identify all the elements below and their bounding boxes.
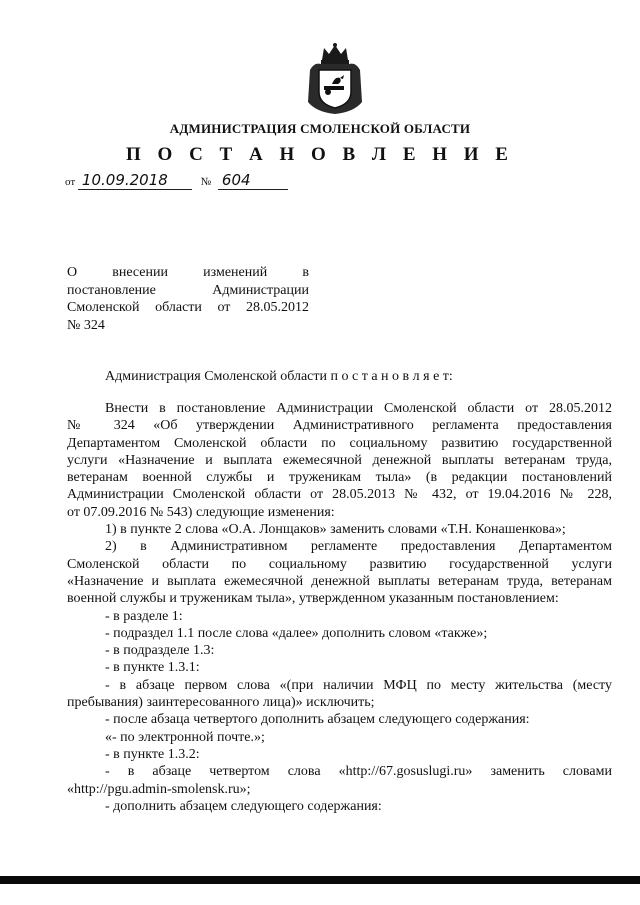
body-line: Смоленской области по социальному развитию государственной услуги xyxy=(67,556,612,572)
body-line: - в разделе 1: xyxy=(105,608,183,624)
subject-line: Смоленской области от 28.05.2012 xyxy=(67,300,309,315)
subject-line: О внесении изменений в xyxy=(67,265,309,280)
subject-block xyxy=(67,264,309,334)
body-line: «Назначение и выплата ежемесячной денежной выплаты ветеранам труда, ветеранам xyxy=(67,573,612,589)
date-prefix: от xyxy=(65,176,76,188)
date-number-line xyxy=(65,171,288,190)
subject-line: постановление Администрации xyxy=(67,282,309,298)
number-prefix: № xyxy=(200,176,212,188)
body-line: Внести в постановление Администрации Смоленской области от 28.05.2012 xyxy=(105,401,612,416)
body-line: «- по электронной почте.»; xyxy=(105,729,265,745)
body-line: Администрации Смоленской области от 28.05.2013 № 432, от 19.04.2016 № 228, xyxy=(67,487,612,503)
document-number: 604 xyxy=(218,171,288,190)
body-line: - в подразделе 1.3: xyxy=(105,643,215,659)
body-line: пребывания) заинтересованного лица)» исключить; xyxy=(67,695,375,711)
document-date: 10.09.2018 xyxy=(78,171,192,190)
body-line: от 07.09.2016 № 543) следующие изменения: xyxy=(67,504,335,520)
body-line: военной службы и труженикам тыла», утвержденном указанным постановлением: xyxy=(67,591,559,607)
document-body xyxy=(67,400,612,815)
body-line: ветеранам военной службы и труженикам тыла» (в редакции постановлений xyxy=(67,470,612,486)
document-type-title: П О С Т А Н О В Л Е Н И Е xyxy=(126,144,514,165)
body-line: № 324 «Об утверждении Административного регламента предоставления xyxy=(67,418,612,434)
scan-bottom-edge xyxy=(0,876,640,884)
body-line: - дополнить абзацем следующего содержания: xyxy=(105,798,382,814)
preamble: Администрация Смоленской области п о с т а н о в л я е т: xyxy=(105,369,453,384)
body-line: услуги «Назначение и выплата ежемесячной денежной выплаты ветеранам труда, xyxy=(67,452,612,468)
body-line: - в пункте 1.3.2: xyxy=(105,746,200,762)
body-line: «http://pgu.admin-smolensk.ru»; xyxy=(67,781,251,797)
body-line: - после абзаца четвертого дополнить абзацем следующего содержания: xyxy=(105,712,530,728)
subject-line: № 324 xyxy=(67,317,105,333)
organization-name: АДМИНИСТРАЦИЯ СМОЛЕНСКОЙ ОБЛАСТИ xyxy=(169,121,471,136)
body-line: - в пункте 1.3.1: xyxy=(105,660,200,676)
body-line: 2) в Административном регламенте предоставления Департаментом xyxy=(105,539,612,555)
body-line: - в абзаце первом слова «(при наличии МФЦ по месту жительства (месту xyxy=(105,677,612,693)
body-line: - подраздел 1.1 после слова «далее» дополнить словом «также»; xyxy=(105,625,488,641)
body-line: - в абзаце четвертом слова «http://67.gosuslugi.ru» заменить словами xyxy=(105,764,612,780)
body-line: 1) в пункте 2 слова «О.А. Лонщаков» заменить словами «Т.Н. Конашенкова»; xyxy=(105,522,566,538)
body-line: Департаментом Смоленской области по социальному развитию государственной xyxy=(67,435,612,451)
coat-of-arms-icon xyxy=(304,42,366,116)
